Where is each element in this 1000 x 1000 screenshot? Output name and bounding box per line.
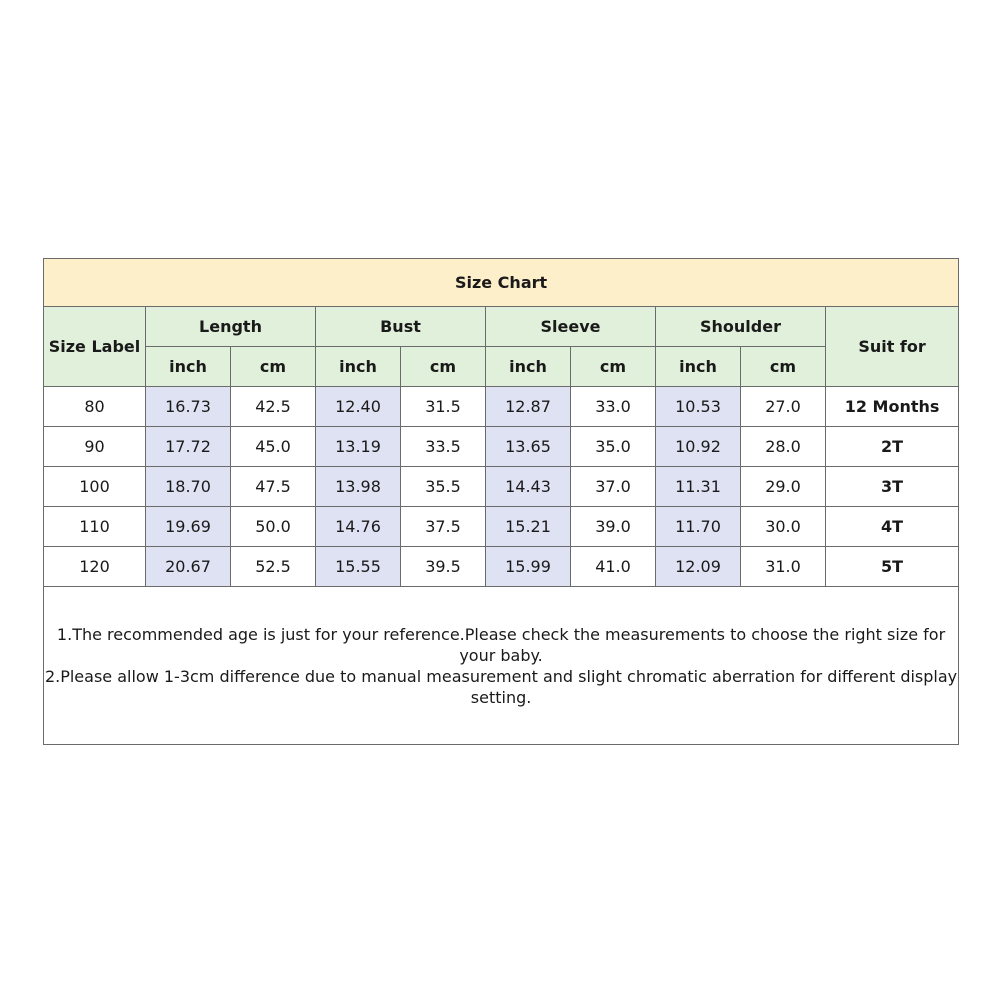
shoulder-cm-cell: 30.0 [741,507,826,547]
bust-cm-cell: 37.5 [401,507,486,547]
length-header: Length [146,307,316,347]
bust-inch-cell: 13.98 [316,467,401,507]
shoulder-cm-cell: 31.0 [741,547,826,587]
sleeve-header: Sleeve [486,307,656,347]
length-cm-cell: 45.0 [231,427,316,467]
bust-cm-cell: 39.5 [401,547,486,587]
suit-for-cell: 4T [826,507,959,547]
table-row [44,547,959,587]
bust-header: Bust [316,307,486,347]
length-inch-cell: 18.70 [146,467,231,507]
sleeve-inch-header: inch [486,347,571,387]
bust-inch-cell: 13.19 [316,427,401,467]
bust-cm-cell: 31.5 [401,387,486,427]
shoulder-inch-cell: 11.31 [656,467,741,507]
size-cell: 110 [44,507,146,547]
shoulder-cm-cell: 27.0 [741,387,826,427]
sleeve-inch-cell: 14.43 [486,467,571,507]
size-cell: 100 [44,467,146,507]
suit-for-cell: 12 Months [826,387,959,427]
suit-for-cell: 5T [826,547,959,587]
bust-inch-cell: 14.76 [316,507,401,547]
notes-cell [44,587,959,745]
bust-inch-cell: 15.55 [316,547,401,587]
bust-inch-header: inch [316,347,401,387]
size-chart-table [43,258,959,745]
length-inch-header: inch [146,347,231,387]
length-inch-cell: 16.73 [146,387,231,427]
note-1: 1.The recommended age is just for your reference.Please check the measurements to choose the right size for your baby. [56,624,946,665]
sleeve-inch-cell: 13.65 [486,427,571,467]
sleeve-inch-cell: 12.87 [486,387,571,427]
bust-inch-cell: 12.40 [316,387,401,427]
sleeve-cm-cell: 33.0 [571,387,656,427]
sleeve-inch-cell: 15.21 [486,507,571,547]
sleeve-cm-cell: 41.0 [571,547,656,587]
length-cm-cell: 52.5 [231,547,316,587]
suit-for-cell: 2T [826,427,959,467]
length-inch-cell: 19.69 [146,507,231,547]
size-cell: 90 [44,427,146,467]
bust-cm-header: cm [401,347,486,387]
length-cm-cell: 42.5 [231,387,316,427]
bust-cm-cell: 35.5 [401,467,486,507]
shoulder-cm-header: cm [741,347,826,387]
shoulder-cm-cell: 29.0 [741,467,826,507]
length-cm-cell: 47.5 [231,467,316,507]
table-row [44,387,959,427]
size-chart-container [43,258,958,745]
note-2: 2.Please allow 1-3cm difference due to manual measurement and slight chromatic aberration for different display setting. [44,666,958,707]
size-label-header: Size Label [44,307,146,387]
table-title: Size Chart [44,259,959,307]
sleeve-cm-cell: 37.0 [571,467,656,507]
sleeve-cm-cell: 39.0 [571,507,656,547]
table-row [44,467,959,507]
table-row [44,427,959,467]
length-cm-cell: 50.0 [231,507,316,547]
sleeve-cm-header: cm [571,347,656,387]
size-cell: 80 [44,387,146,427]
size-cell: 120 [44,547,146,587]
length-inch-cell: 17.72 [146,427,231,467]
shoulder-inch-header: inch [656,347,741,387]
shoulder-cm-cell: 28.0 [741,427,826,467]
suit-for-cell: 3T [826,467,959,507]
length-inch-cell: 20.67 [146,547,231,587]
suit-for-header: Suit for [826,307,959,387]
shoulder-inch-cell: 12.09 [656,547,741,587]
bust-cm-cell: 33.5 [401,427,486,467]
shoulder-header: Shoulder [656,307,826,347]
shoulder-inch-cell: 11.70 [656,507,741,547]
shoulder-inch-cell: 10.53 [656,387,741,427]
length-cm-header: cm [231,347,316,387]
sleeve-cm-cell: 35.0 [571,427,656,467]
sleeve-inch-cell: 15.99 [486,547,571,587]
table-row [44,507,959,547]
shoulder-inch-cell: 10.92 [656,427,741,467]
